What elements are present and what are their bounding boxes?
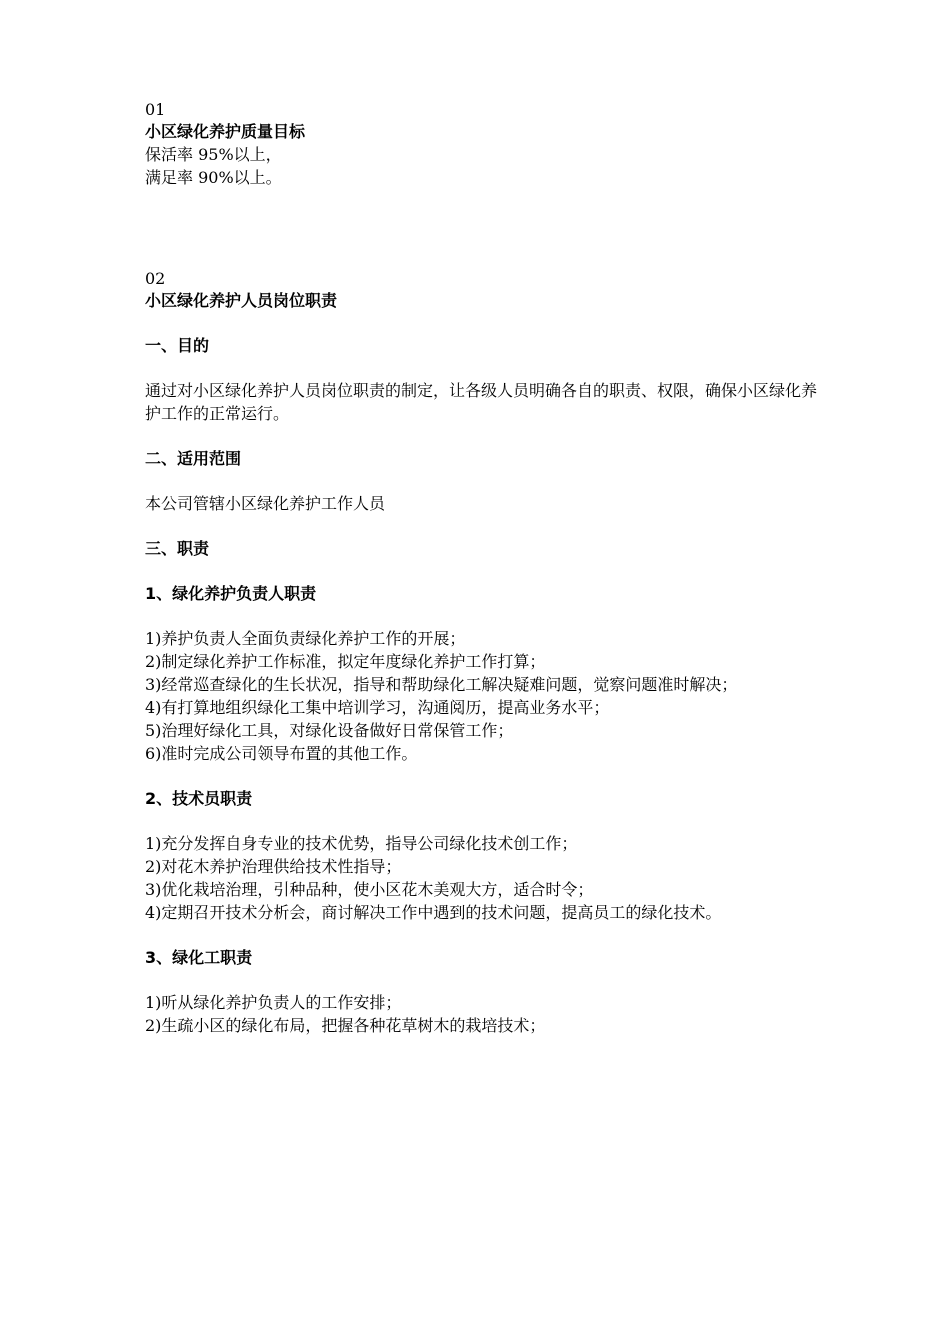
quality-target-line: 保活率 95%以上， — [145, 145, 282, 164]
list-item: 1)养护负责人全面负责绿化养护工作的开展； — [145, 629, 466, 648]
spacer — [145, 515, 825, 537]
spacer — [145, 560, 825, 582]
spacer — [145, 605, 825, 627]
list-item: 1)充分发挥自身专业的技术优势，指导公司绿化技术创工作； — [145, 834, 578, 853]
list-item: 2)对花木养护治理供给技术性指导； — [145, 857, 402, 876]
list-item: 3)经常巡查绿化的生长状况，指导和帮助绿化工解决疑难问题，觉察问题准时解决； — [145, 675, 738, 694]
list-item: 2)制定绿化养护工作标准，拟定年度绿化养护工作打算； — [145, 652, 546, 671]
scope-paragraph: 本公司管辖小区绿化养护工作人员 — [145, 494, 386, 513]
list-item: 1)听从绿化养护负责人的工作安排； — [145, 993, 402, 1012]
section-number: 01 — [145, 100, 166, 119]
spacer — [145, 357, 825, 379]
group-heading: 3、绿化工职责 — [145, 948, 253, 967]
list-item: 4)定期召开技术分析会，商讨解决工作中遇到的技术问题，提高员工的绿化技术。 — [145, 903, 722, 922]
duties-heading: 三、职责 — [145, 539, 210, 558]
list-item: 4)有打算地组织绿化工集中培训学习，沟通阅历，提高业务水平； — [145, 698, 610, 717]
purpose-paragraph: 通过对小区绿化养护人员岗位职责的制定，让各级人员明确各自的职责、权限，确保小区绿化养护工作的正常运行。 — [145, 381, 818, 423]
group-heading: 1、绿化养护负责人职责 — [145, 584, 317, 603]
list-item: 6)准时完成公司领导布置的其他工作。 — [145, 744, 418, 763]
spacer — [145, 312, 825, 334]
spacer — [145, 425, 825, 447]
spacer — [145, 470, 825, 492]
quality-target-line: 满足率 90%以上。 — [145, 168, 282, 187]
purpose-heading: 一、目的 — [145, 336, 210, 355]
scope-heading: 二、适用范围 — [145, 449, 242, 468]
section-number: 02 — [145, 269, 166, 288]
list-item: 2)生疏小区的绿化布局，把握各种花草树木的栽培技术； — [145, 1016, 546, 1035]
spacer — [145, 189, 825, 269]
section-title: 小区绿化养护质量目标 — [145, 122, 306, 141]
list-item: 5)治理好绿化工具，对绿化设备做好日常保管工作； — [145, 721, 514, 740]
group-heading: 2、技术员职责 — [145, 789, 253, 808]
list-item: 3)优化栽培治理，引种品种，使小区花木美观大方，适合时令； — [145, 880, 594, 899]
spacer — [145, 969, 825, 991]
spacer — [145, 810, 825, 832]
document-page — [145, 100, 825, 1037]
section-title: 小区绿化养护人员岗位职责 — [145, 291, 338, 310]
spacer — [145, 765, 825, 787]
spacer — [145, 924, 825, 946]
